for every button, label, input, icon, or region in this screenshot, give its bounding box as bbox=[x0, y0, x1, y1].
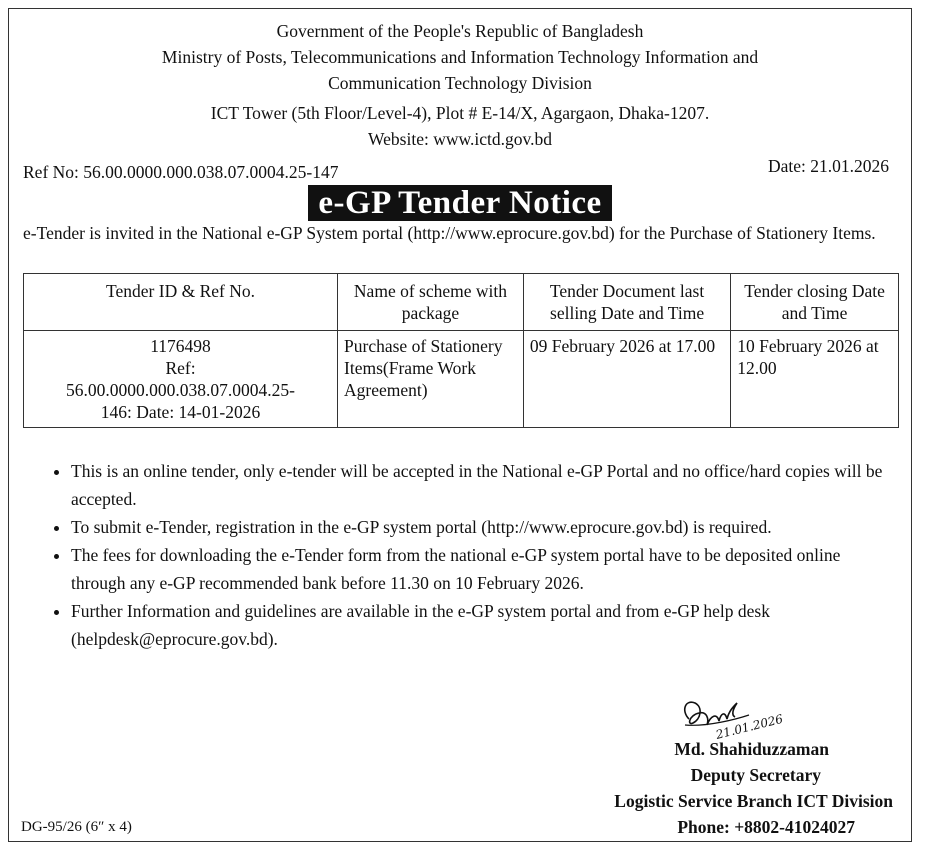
reference-number: Ref No: 56.00.0000.000.038.07.0004.25-147 bbox=[23, 162, 339, 182]
tender-notice-page bbox=[8, 8, 912, 842]
conditions-list bbox=[23, 457, 899, 653]
cell-tender-id bbox=[24, 331, 338, 428]
table-header-row bbox=[24, 274, 899, 331]
tender-ref-label: Ref: bbox=[165, 358, 196, 378]
tender-table bbox=[23, 273, 899, 428]
title-wrap bbox=[9, 185, 911, 221]
tender-ref-number: 56.00.0000.000.038.07.0004.25- bbox=[66, 380, 295, 400]
signatory-designation: Deputy Secretary bbox=[690, 765, 821, 785]
header-ministry: Ministry of Posts, Telecommunications and Information Technology Information and bbox=[161, 47, 759, 67]
cell-closing: 10 February 2026 at 12.00 bbox=[731, 331, 899, 428]
cell-last-selling: 09 February 2026 at 17.00 bbox=[523, 331, 730, 428]
header-website: Website: www.ictd.gov.bd bbox=[368, 129, 552, 149]
list-item: • To submit e-Tender, registration in the e-GP system portal (http://www.eprocure.gov.bd) is required. bbox=[71, 513, 899, 541]
header-division: Communication Technology Division bbox=[328, 73, 592, 93]
tender-id: 1176498 bbox=[150, 336, 211, 356]
intro-text: e-Tender is invited in the National e-GP System portal (http://www.eprocure.gov.bd) for the Purchase of Stationery Items. bbox=[23, 223, 876, 243]
header-address: ICT Tower (5th Floor/Level-4), Plot # E-14/X, Agargaon, Dhaka-1207. bbox=[210, 103, 710, 123]
footer-code: DG-95/26 (6″ x 4) bbox=[21, 819, 132, 835]
col-header-last-selling: Tender Document last selling Date and Time bbox=[523, 274, 730, 331]
list-item: • The fees for downloading the e-Tender form from the national e-GP system portal have to be deposited online through any e-GP recommended bank before 11.30 on 10 February 2026. bbox=[71, 541, 899, 597]
col-header-scheme: Name of scheme with package bbox=[338, 274, 524, 331]
signatory-branch: Logistic Service Branch ICT Division bbox=[614, 791, 893, 811]
signatory-phone: Phone: +8802-41024027 bbox=[677, 817, 855, 837]
tender-ref-date: 146: Date: 14-01-2026 bbox=[100, 402, 261, 422]
cell-scheme: Purchase of Stationery Items(Frame Work Agreement) bbox=[338, 331, 524, 428]
list-item: • This is an online tender, only e-tender will be accepted in the National e-GP Portal and no office/hard copies will be accepted. bbox=[71, 457, 899, 513]
signature-date: 21.01.2026 bbox=[714, 711, 785, 742]
notice-title: e-GP Tender Notice bbox=[308, 185, 611, 221]
list-item: • Further Information and guidelines are available in the e-GP system portal and from e-GP help desk (helpdesk@eprocure.gov.bd). bbox=[71, 597, 899, 653]
header-government: Government of the People's Republic of Bangladesh bbox=[276, 21, 644, 41]
notice-date: Date: 21.01.2026 bbox=[767, 156, 889, 176]
signatory-name: Md. Shahiduzzaman bbox=[674, 739, 829, 759]
col-header-closing: Tender closing Date and Time bbox=[731, 274, 899, 331]
col-header-tender-id: Tender ID & Ref No. bbox=[24, 274, 338, 331]
table-row bbox=[24, 331, 899, 428]
